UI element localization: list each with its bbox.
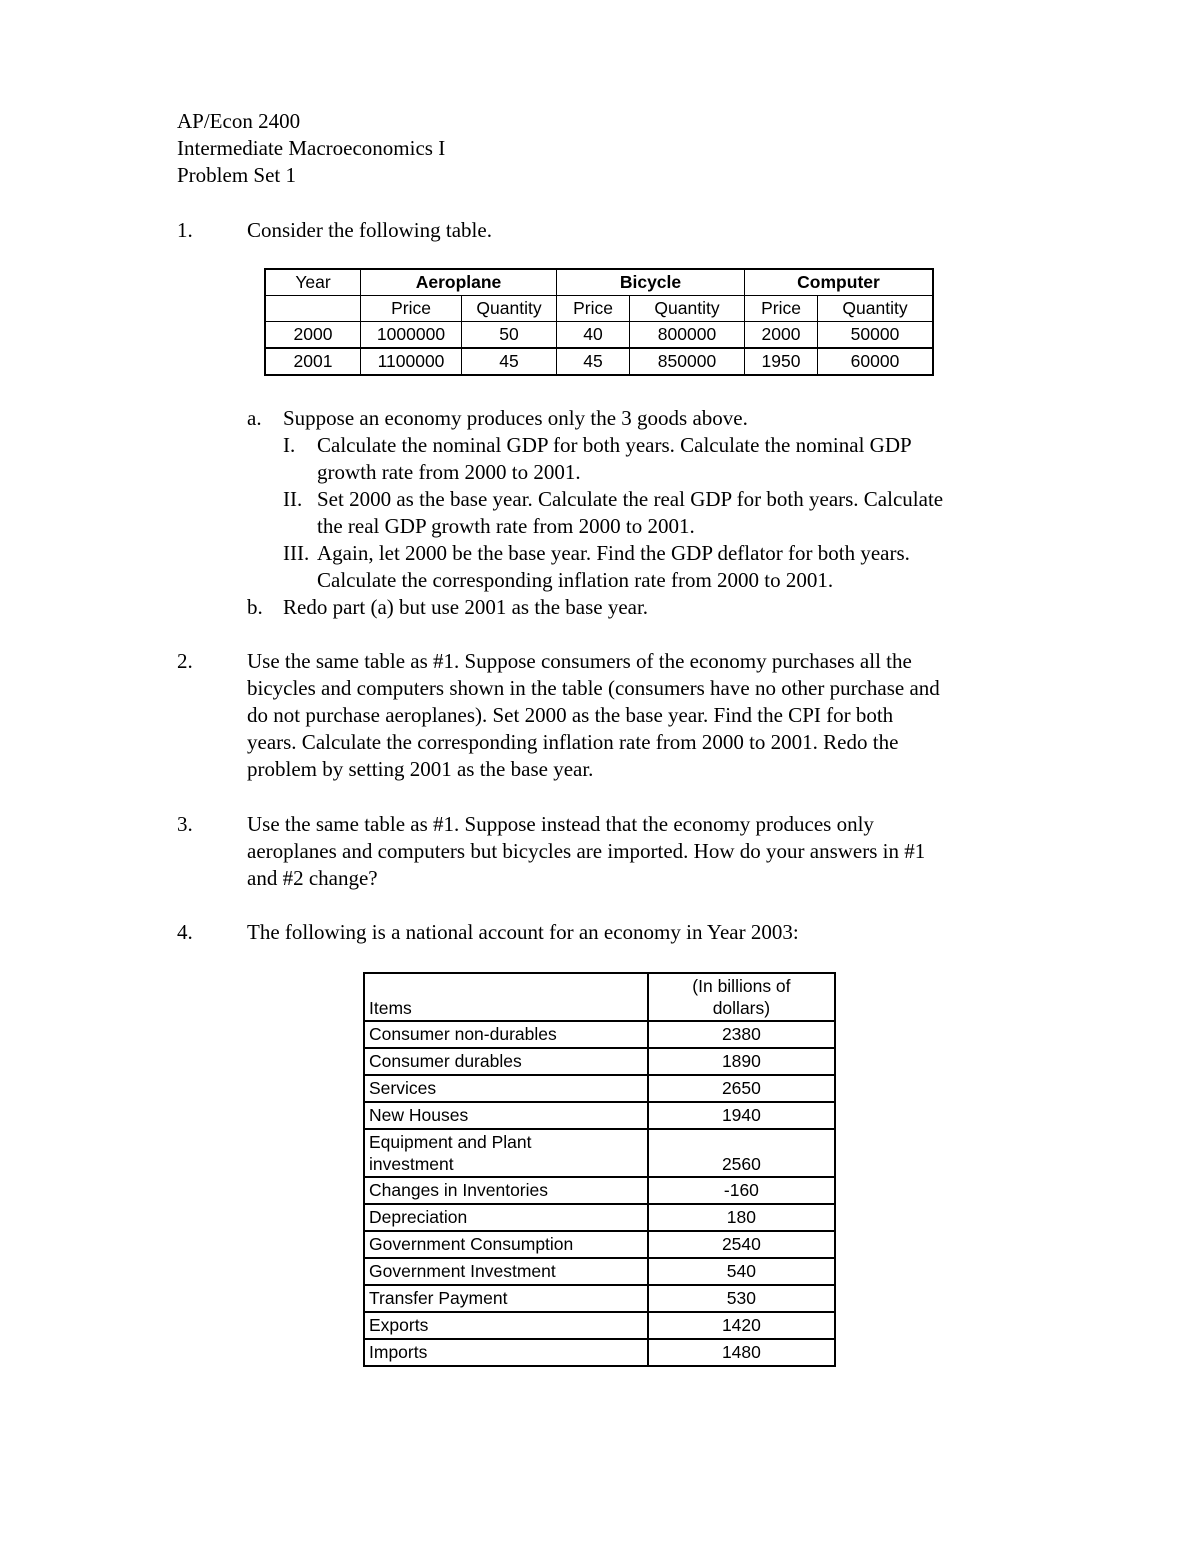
quantity-header: Quantity xyxy=(818,296,934,322)
value-cell: 2000 xyxy=(745,322,818,349)
value-cell: 540 xyxy=(648,1258,835,1285)
part-ii-line-1: Set 2000 as the base year. Calculate the real GDP for both years. Calculate xyxy=(317,487,944,511)
value-cell: 45 xyxy=(462,348,557,375)
table-row xyxy=(364,1048,835,1075)
value-cell: 800000 xyxy=(630,322,745,349)
item-cell-line-2: investment xyxy=(369,1154,454,1174)
table-row xyxy=(265,322,933,349)
item-cell: Depreciation xyxy=(364,1204,648,1231)
question-3-number: 3. xyxy=(177,812,193,836)
question-3-text xyxy=(247,811,1037,892)
question-1-number: 1. xyxy=(177,218,193,242)
table-row xyxy=(364,1177,835,1204)
aeroplane-header: Aeroplane xyxy=(361,269,557,296)
item-cell: Imports xyxy=(364,1339,648,1366)
national-account-table xyxy=(363,972,836,1367)
part-ii-label: II. xyxy=(283,487,303,511)
item-cell: Consumer non-durables xyxy=(364,1021,648,1048)
question-3-line: and #2 change? xyxy=(247,866,378,890)
value-cell: 50000 xyxy=(818,322,934,349)
value-cell: 50 xyxy=(462,322,557,349)
value-cell: 40 xyxy=(557,322,630,349)
value-cell: 530 xyxy=(648,1285,835,1312)
item-cell: Transfer Payment xyxy=(364,1285,648,1312)
value-cell: 1000000 xyxy=(361,322,462,349)
bicycle-header: Bicycle xyxy=(557,269,745,296)
value-cell: 2380 xyxy=(648,1021,835,1048)
value-cell: 45 xyxy=(557,348,630,375)
value-cell: 1480 xyxy=(648,1339,835,1366)
table-row xyxy=(364,1102,835,1129)
part-ii-line-2: the real GDP growth rate from 2000 to 2001. xyxy=(317,514,695,538)
item-cell xyxy=(364,1129,648,1177)
item-cell: Consumer durables xyxy=(364,1048,648,1075)
question-3-line: Use the same table as #1. Suppose instead that the economy produces only xyxy=(247,812,874,836)
question-2-line: do not purchase aeroplanes). Set 2000 as the base year. Find the CPI for both xyxy=(247,703,894,727)
part-i-line-2: growth rate from 2000 to 2001. xyxy=(317,460,581,484)
price-header: Price xyxy=(361,296,462,322)
value-cell: -160 xyxy=(648,1177,835,1204)
value-cell: 60000 xyxy=(818,348,934,375)
question-2-line: bicycles and computers shown in the table (consumers have no other purchase and xyxy=(247,676,940,700)
computer-header: Computer xyxy=(745,269,934,296)
table-row xyxy=(364,1129,835,1177)
items-header: Items xyxy=(364,973,648,1021)
item-cell: Changes in Inventories xyxy=(364,1177,648,1204)
item-cell: New Houses xyxy=(364,1102,648,1129)
problem-set-title: Problem Set 1 xyxy=(177,163,296,187)
value-cell: 1100000 xyxy=(361,348,462,375)
value-cell: 180 xyxy=(648,1204,835,1231)
question-2-number: 2. xyxy=(177,649,193,673)
year-cell: 2000 xyxy=(265,322,361,349)
unit-header-line-2: dollars) xyxy=(712,998,771,1018)
part-iii-line-2: Calculate the corresponding inflation rate from 2000 to 2001. xyxy=(317,568,834,592)
part-b-label: b. xyxy=(247,595,263,619)
question-4-intro: The following is a national account for an economy in Year 2003: xyxy=(247,920,799,944)
value-cell: 1950 xyxy=(745,348,818,375)
table-row xyxy=(364,1204,835,1231)
item-cell: Services xyxy=(364,1075,648,1102)
item-cell: Government Consumption xyxy=(364,1231,648,1258)
unit-header-line-1: (In billions of xyxy=(692,976,791,996)
part-iii-label: III. xyxy=(283,541,310,565)
table-row xyxy=(364,1231,835,1258)
year-header: Year xyxy=(265,269,361,296)
item-cell: Government Investment xyxy=(364,1258,648,1285)
question-2-text xyxy=(247,648,1037,783)
unit-header xyxy=(648,973,835,1021)
value-cell: 1940 xyxy=(648,1102,835,1129)
price-header: Price xyxy=(745,296,818,322)
table-row xyxy=(364,1339,835,1366)
question-2-line: Use the same table as #1. Suppose consumers of the economy purchases all the xyxy=(247,649,912,673)
part-i-label: I. xyxy=(283,433,296,457)
price-header: Price xyxy=(557,296,630,322)
table-row xyxy=(265,348,933,375)
part-i-line-1: Calculate the nominal GDP for both years. Calculate the nominal GDP xyxy=(317,433,912,457)
value-cell: 2540 xyxy=(648,1231,835,1258)
question-2-line: problem by setting 2001 as the base year. xyxy=(247,757,594,781)
part-a-label: a. xyxy=(247,406,262,430)
part-iii-line-1: Again, let 2000 be the base year. Find the GDP deflator for both years. xyxy=(317,541,910,565)
goods-table xyxy=(264,268,934,376)
empty-cell xyxy=(265,296,361,322)
table-row xyxy=(364,1021,835,1048)
table-row xyxy=(364,1258,835,1285)
question-3-line: aeroplanes and computers but bicycles are imported. How do your answers in #1 xyxy=(247,839,926,863)
part-a-text: Suppose an economy produces only the 3 goods above. xyxy=(283,406,748,430)
value-cell: 2560 xyxy=(648,1129,835,1177)
table-row xyxy=(364,1312,835,1339)
value-cell: 1890 xyxy=(648,1048,835,1075)
question-4-number: 4. xyxy=(177,920,193,944)
item-cell-line-1: Equipment and Plant xyxy=(369,1132,532,1152)
part-b-text: Redo part (a) but use 2001 as the base year. xyxy=(283,595,649,619)
item-cell: Exports xyxy=(364,1312,648,1339)
table-row xyxy=(364,1285,835,1312)
question-2-line: years. Calculate the corresponding inflation rate from 2000 to 2001. Redo the xyxy=(247,730,899,754)
value-cell: 2650 xyxy=(648,1075,835,1102)
course-name: Intermediate Macroeconomics I xyxy=(177,136,446,160)
course-code: AP/Econ 2400 xyxy=(177,109,301,133)
question-1-intro: Consider the following table. xyxy=(247,218,492,242)
value-cell: 850000 xyxy=(630,348,745,375)
year-cell: 2001 xyxy=(265,348,361,375)
table-row xyxy=(364,1075,835,1102)
quantity-header: Quantity xyxy=(462,296,557,322)
quantity-header: Quantity xyxy=(630,296,745,322)
value-cell: 1420 xyxy=(648,1312,835,1339)
